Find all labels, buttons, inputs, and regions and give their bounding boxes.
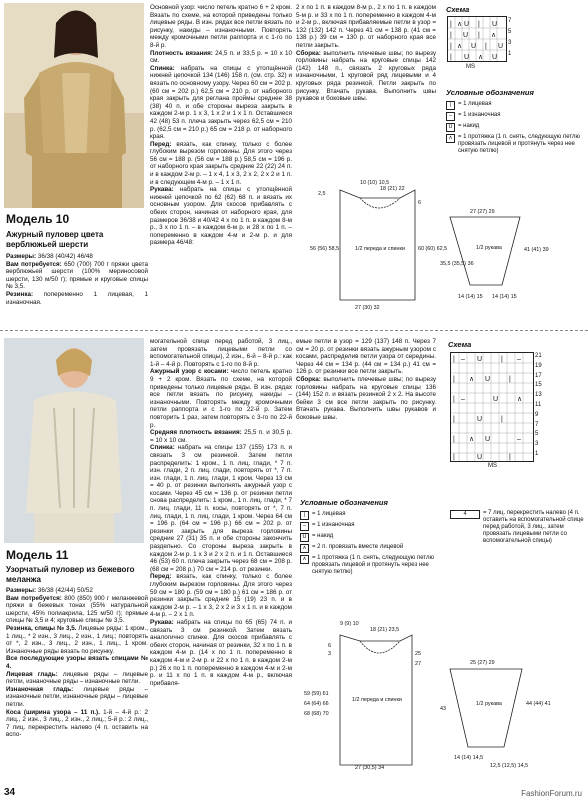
model11-note: Все последующие узоры вязать спицами № 4.: [6, 655, 148, 670]
model11-cable: Коса (ширина узора – 11 п.). 1-й – 4-й р.: 2 лиц., 2 изн., 3 лиц., 2 изн., 2 лиц.; 5-й р.: 2 лиц., 7 лиц. перекрестить налево (4 п. оставить на вспо-: [6, 708, 148, 739]
neckline: [360, 198, 400, 208]
model10-photo: [4, 3, 144, 208]
legend-item: U = накид: [300, 533, 440, 542]
model11-legend-title: Условные обозначения: [300, 498, 388, 507]
svg-text:|: |: [509, 454, 511, 461]
model10-assembly: Сборка: выполнить плечевые швы; по вырезу горловины набрать на круговые спицы 142 (142) 148 п., связать 2 круговых ряда изнаночными, 1 круговой ряд лицевыми и 4 круговых ряда резинкой. Петли закрыть по рисунку. Втачать рукава. Выполнить швы рукавов и боковые швы.: [296, 49, 436, 103]
svg-text:|: |: [450, 43, 452, 50]
svg-text:|: |: [501, 356, 503, 363]
dim-sleeve-bottom2: 12,5 (12,5) 14,5: [490, 763, 529, 769]
model10-scheme-grid: [448, 17, 506, 61]
row-number: 1: [535, 450, 539, 457]
dim-neck: 6: [328, 643, 331, 649]
model10-scheme-chart: [447, 16, 507, 62]
model11-title: Модель 11: [6, 548, 69, 562]
svg-text:|: |: [509, 376, 511, 383]
model11-photo: [4, 338, 144, 543]
dim-sleeve-bottom: 14 (14) 15: [458, 294, 483, 300]
svg-text:∧: ∧: [457, 21, 463, 28]
svg-text:∧: ∧: [491, 32, 497, 39]
dim-neck2: 6: [418, 200, 421, 206]
row-number: 11: [535, 401, 542, 408]
svg-text:∧: ∧: [517, 396, 523, 403]
dim-top2: 18 (21) 22: [380, 186, 405, 192]
row-number: 7: [508, 18, 512, 24]
model10-sleeves: Рукава: набрать на спицы с утолщённой нижней цепочкой по 62 (62) 68 п. и вязать их основным узором. Для скосов прибавлять с обеих сторон, начиная от наборного края, для размеров 36/38 и 40/42 4 х по 1 п. в каждом 8-м р., 3 х по 1 п. – в каждом 6-м р. и 28 х по 1 п. – попеременно в каждом 4-м и 2-м р. и для размера 46/48:: [150, 186, 293, 247]
purl-icon: –: [446, 112, 455, 121]
svg-text:|: |: [453, 376, 455, 383]
svg-text:U: U: [498, 43, 504, 50]
model10-sleeve-pattern: [440, 205, 580, 310]
row-number: 5: [508, 29, 512, 35]
svg-text:–: –: [461, 356, 465, 363]
svg-text:|: |: [501, 416, 503, 423]
dim-h5: 27: [415, 661, 421, 667]
model11-stockinette: Лицевая гладь: лицевые ряды – лицевые петли, изнаночные ряды – изнаночные петли.: [6, 670, 149, 686]
yarn-over-icon: U: [446, 123, 455, 132]
model11-sleeves-cont: емые петли в узор = 129 (137) 148 п. Через 7 см = 20 р. от резинки вязать ажурным узором с косами, распределив петли узора от середины. Через 44 см = 134 р. (44 см = 134 р.) 41 см = 126 р. от резинки все петли закрыть.: [296, 338, 436, 376]
dim-bottom: 27 (30,5) 34: [355, 765, 385, 770]
svg-text:U: U: [463, 32, 469, 39]
row-number: 9: [535, 411, 539, 418]
model11-gauge: Средняя плотность вязания: 25,5 п. и 30,5 р. = 10 х 10 см.: [150, 429, 293, 444]
page-number: 34: [4, 787, 16, 798]
model11-body-pattern: [300, 615, 450, 770]
model10-scheme-row-numbers: [508, 16, 511, 60]
model10-title: Модель 10: [6, 212, 70, 226]
model10-front: Перед: вязать, как спинку, только с более глубоким вырезом горловины. Для этого через 56 см = 188 р. (56 см = 188 р.) 58,5 см = 196 р. от наборного края закрыть средние 22 (22) 24 п. и в каждом 2-м р. – 1 х 4, 1 х 3, 2 х 2, 2 х 2 и 1 п. и в следующем 4-м р. – 1 х 1 п.: [150, 140, 292, 186]
svg-text:U: U: [492, 21, 498, 28]
model11-sleeves: Рукава: набрать на спицы по 65 (65) 74 п. и связать 3 см резинкой. Затем вязать аналогично спинке. Для скосов прибавлять с обеих сторон, начиная от резинки, 32 х по 1 п. в каждом 4-м р. (14 х по 1 п. попеременно в каждом 4-м и 2-м р. и 22 х по 1 п. в каждом 2-м р.) 26 х по 1 п. попеременно в каждом 4-м и 2-м р. и 11 х по 1 п. в каждом 4-м р., включая прибавля-: [150, 618, 292, 687]
svg-text:U: U: [464, 21, 470, 28]
svg-text:∧: ∧: [478, 54, 484, 61]
dim-neck: 2,5: [318, 191, 326, 197]
model11-sleeve-pattern: [440, 655, 580, 770]
row-number: 13: [535, 392, 542, 399]
svg-text:|: |: [450, 32, 452, 39]
model10-body-pattern: [300, 170, 450, 310]
model10-subtitle: Ажурный пуловер цвета верблюжьей шерсти: [6, 230, 104, 249]
model11-legend: [300, 511, 440, 578]
k2tog-icon: ∧: [300, 544, 309, 553]
model11-reverse-stockinette: Изнаночная гладь: лицевые ряды – изнаночные петли, изнаночные ряды – лицевые петли.: [6, 685, 148, 708]
model10-legend-title: Условные обозначения: [446, 88, 534, 97]
svg-text:∧: ∧: [469, 436, 475, 443]
model10-photo-image: [4, 3, 144, 208]
neckline: [360, 641, 400, 653]
svg-text:–: –: [517, 356, 521, 363]
slip-decrease-icon: ∧: [300, 555, 309, 564]
legend-item: ∧ = 2 п. провязать вместе лицевой: [300, 544, 440, 553]
dim-top2: 18 (21) 23,5: [370, 627, 400, 633]
model11-scheme-ms: MS: [488, 463, 497, 469]
model11-scheme-grid: [451, 353, 533, 461]
legend-item: | = 1 лицевая: [446, 101, 584, 110]
model11-back: Спинка: набрать на спицы 137 (155) 173 п. и связать 3 см резинкой. Затем петли распределить: 1 кром., 1 п. лиц. глади, * 7 п. изн. глади, 2 п. лиц. глади, повторять от *, 7 п. изн. глади, 1 п. лиц. глади, 1 кром. Через 13 см = 40 р. от резинки выполнять ажурный узор с косами. Через 45 см = 136 р. от резинки петли снова распределить: 1 кром., 1 п. лиц. глади, * 7 п. лиц. глади, 11 п. косы, повторять от *, 7 п. лиц. глади, 1 п. лиц. глади, 1 кром. Через 64 см = 196 р. (64 см = 196 р.) 66 см = 202 р. от резинки закрыть для выреза горловины средние 27 (31) 35 п. и обе стороны закончить раздельно. Со стороны выреза закрыть в каждом 2-м р. 1 х 3 и 2 х 2 п. и 1 п. Оставшиеся 46 (53) 60 п. плеча закрыть через 68 см = 208 р. (68 см = 208 р.) 70 см = 214 р. от резинки.: [150, 444, 292, 573]
row-number: 3: [508, 40, 512, 46]
legend-item: ∧ = 1 протяжка (1 п. снять, следующую петлю провязать лицевой и протянуть через нее снятую петлю): [446, 134, 584, 155]
dim-sleeve-h: 41 (41) 39: [524, 247, 549, 253]
dim-h1: 59 (59) 61: [304, 691, 329, 697]
knit-icon: |: [446, 101, 455, 110]
model11-scheme-chart: [450, 352, 534, 462]
dim-top: 10 (10) 10,5: [360, 180, 390, 186]
model11-scheme-row-numbers: [535, 352, 542, 460]
svg-text:∧: ∧: [457, 43, 463, 50]
sleeve-outline: [450, 669, 522, 747]
dim-sleeve-top: 27 (27) 29: [470, 209, 495, 215]
cable-cross-icon: 4: [450, 510, 480, 519]
dim-sleeve-side: 35,5 (35,5) 36: [440, 261, 474, 267]
model10-materials: Вам потребуется: 650 (700) 700 г пряжи цвета верблюжьей шерсти (100% мериносовой шерсти, 130 м/50 г); прямые и круговые спицы № 3,5.: [6, 260, 149, 291]
svg-text:|: |: [453, 436, 455, 443]
legend-item: – = 1 изнаночная: [446, 112, 584, 121]
svg-text:U: U: [477, 356, 483, 363]
svg-text:–: –: [461, 396, 465, 403]
dim-sleeve-h: 44 (44) 41: [526, 701, 551, 707]
svg-text:U: U: [477, 454, 483, 461]
svg-text:|: |: [450, 54, 452, 61]
svg-text:|: |: [478, 21, 480, 28]
dim-sleeve-bottom2: 14 (14) 15: [492, 294, 517, 300]
svg-text:U: U: [492, 54, 498, 61]
body-outline: [340, 190, 415, 300]
row-number: 3: [535, 441, 539, 448]
model11-scheme-title: Схема: [448, 340, 472, 349]
svg-text:|: |: [450, 21, 452, 28]
body-label: 1/2 переда и спинки: [355, 246, 405, 252]
model10-scheme-ms: MS: [466, 64, 475, 70]
purl-icon: –: [300, 522, 309, 531]
dim-sleeve-bottom: 14 (14) 14,5: [454, 755, 484, 761]
svg-text:U: U: [493, 396, 499, 403]
yarn-over-icon: U: [300, 533, 309, 542]
model11-sizes: Размеры: 36/38 (42/44) 50/52: [6, 587, 93, 594]
row-number: 7: [535, 421, 539, 428]
row-number: 1: [508, 51, 512, 57]
model10-back: Спинка: набрать на спицы с утолщённой нижней цепочкой 134 (146) 158 п. (см. стр. 32) и вязать по основному узору. Через 60 см = 202 р. (60 см = 202 р.) 62,5 см = 210 р. от наборного края закрыть для реглана проймы среднее 38 (38) 40 п. и обе стороны выреза закрыть в каждом 2-м р. 1 х 3, 1 х 2 и 1 х 1 п. Оставшиеся 42 (48) 53 п. плеча закрыть через 62,5 см = 210 р. (62,5 см = 210 р.) 65 см = 218 р. от наборного края.: [150, 64, 292, 141]
svg-text:U: U: [471, 43, 477, 50]
dim-h3: 68 (68) 70: [304, 711, 329, 717]
model11-cross-legend: 4 = 7 лиц. перекрестить налево (4 п. оставить на вспомогательной спице перед работой, 3 лиц., затем провязать лицевыми петли со вспомогательной спицы): [450, 510, 584, 545]
svg-text:–: –: [517, 436, 521, 443]
svg-text:|: |: [453, 454, 455, 461]
dim-h4: 25: [415, 651, 421, 657]
dim-top1: 9 (9) 10: [340, 621, 359, 627]
svg-text:|: |: [453, 356, 455, 363]
model11-lace-cable: Ажурный узор с косами: число петель кратно 9 + 2 кром. Вязать по схеме, на которой приведены только лицевые ряды. В изн. рядах все петли вязать по рисунку, накиды – изнаночными. Повторять между кромочными петли раппорта и с 1-го по 22-й р. Затем повторить 1 раз, затем повторять с 3-го по 22-й р.: [150, 368, 292, 429]
legend-item: | = 1 лицевая: [300, 511, 440, 520]
svg-text:U: U: [464, 54, 470, 61]
row-number: 19: [535, 362, 542, 369]
svg-text:U: U: [477, 416, 483, 423]
model11-subtitle: Узорчатый пуловер из бежевого меланжа: [6, 565, 135, 584]
row-number: 21: [535, 353, 542, 359]
svg-text:|: |: [453, 416, 455, 423]
dim-sleeve-h2: 43: [440, 706, 446, 712]
model11-materials: Вам потребуется: 800 (850) 900 г меланжевой пряжи в бежевых тонах (55% натуральной шерсти, 45% полиакрила, 125 м/50 г); прямые спицы № 3,5 и 4; круговые спицы № 3,5.: [6, 594, 148, 625]
slip-decrease-icon: ∧: [446, 134, 455, 143]
dim-h1: 56 (56) 58,5: [310, 246, 340, 252]
svg-text:U: U: [485, 436, 491, 443]
sleeve-label: 1/2 рукава: [476, 701, 502, 707]
model10-legend: [446, 101, 584, 157]
legend-item: – = 1 изнаночная: [300, 522, 440, 531]
legend-item: U = накид: [446, 123, 584, 132]
model10-scheme-title: Схема: [446, 5, 470, 14]
model10-main-pattern: Основной узор: число петель кратно 6 + 2 кром. Вязать по схеме, на которой приведены только лицевые ряды. В изн. рядах все петли вязать по рисунку, накиды – изнаночными. Повторять между кромочными петли раппорта и с 1-го по 8-й р.: [150, 4, 292, 49]
legend-item: ∧ = 1 протяжка (1 п. снять, следующую петлю провязать лицевой и протянуть через нее снятую петлю): [300, 555, 440, 576]
model11-assembly: Сборка: выполнить плечевые швы; по вырезу горловины набрать на круговые спицы 136 (144) 152 п. и вязать резинкой 2 х 2. На высоте бейки 3 см все петли закрыть по рисунку. Втачать рукава. Выполнить швы рукавов и боковые швы.: [296, 375, 436, 421]
dim-h2: 60 (60) 62,5: [418, 246, 448, 252]
model11-front: Перед: вязать, как спинку, только с более глубоким вырезом горловины. Для этого через 59 см = 180 р. (59 см = 180 р.) 61 см = 186 р. от резинки закрыть средние 15 (19) 23 п. и в каждом 2-м р. – 1 х 3, 2 х 2 и 3 х 1 п. и в каждом 4-м р. – 2 х 1 п.: [150, 573, 292, 619]
sleeve-outline: [450, 217, 520, 285]
sleeve-label: 1/2 рукава: [476, 245, 502, 251]
svg-text:|: |: [485, 43, 487, 50]
dim-sleeve-top: 25 (27) 29: [470, 660, 495, 666]
dim-bottom: 27 (30) 32: [355, 305, 380, 310]
svg-text:∧: ∧: [469, 376, 475, 383]
dim-neck2: 3: [328, 651, 331, 657]
svg-text:|: |: [478, 32, 480, 39]
svg-text:|: |: [453, 396, 455, 403]
row-number: 5: [535, 431, 539, 438]
section-divider: [0, 330, 588, 331]
model10-sleeves-cont: 2 х по 1 п. в каждом 8-м р., 2 х по 1 п. в каждом 5-м р. и 33 х по 1 п. попеременно в каждом 4-м и 2-м р., включая прибавляемые петли в узор = 132 (132) 142 п. Через 41 см = 138 р. (41 см = 138 р.) 39 см = 130 р. от наборного края все петли закрыть.: [296, 4, 436, 49]
body-label: 1/2 переда и спинки: [352, 697, 402, 703]
row-number: 15: [535, 382, 542, 389]
knit-icon: |: [300, 511, 309, 520]
svg-text:U: U: [485, 376, 491, 383]
model11-photo-image: [4, 338, 144, 543]
row-number: 17: [535, 372, 542, 379]
model10-rib: Резинка: попеременно 1 лицевая, 1 изнаночная.: [6, 290, 148, 306]
model11-cable-cont: могательной спице перед работой, 3 лиц., затем провязать лицевыми петли со вспомогательной спицы), 2 изн., 6-й – 8-й р.: как 1-й – 4-й р. Повторять с 1-го по 8-й р.: [150, 338, 292, 368]
model10-gauge: Плотность вязания: 24,5 п. и 33,5 р. = 10 х 10 см.: [150, 49, 292, 65]
model11-rib: Резинка, спицы № 3,5. Лицевые ряды: 1 кром., 1 лиц., * 2 изн., 3 лиц., 2 изн., 1 лиц.; повторять от *, 2 изн., 3 лиц., 2 изн., 1 лиц., 1 кром. Изнаночные ряды вязать по рисунку.: [6, 624, 148, 655]
footer-watermark: FashionForum.ru: [521, 789, 582, 798]
dim-h2: 64 (64) 66: [304, 701, 329, 707]
model10-sizes: Размеры: 36/38 (40/42) 46/48: [6, 253, 93, 260]
